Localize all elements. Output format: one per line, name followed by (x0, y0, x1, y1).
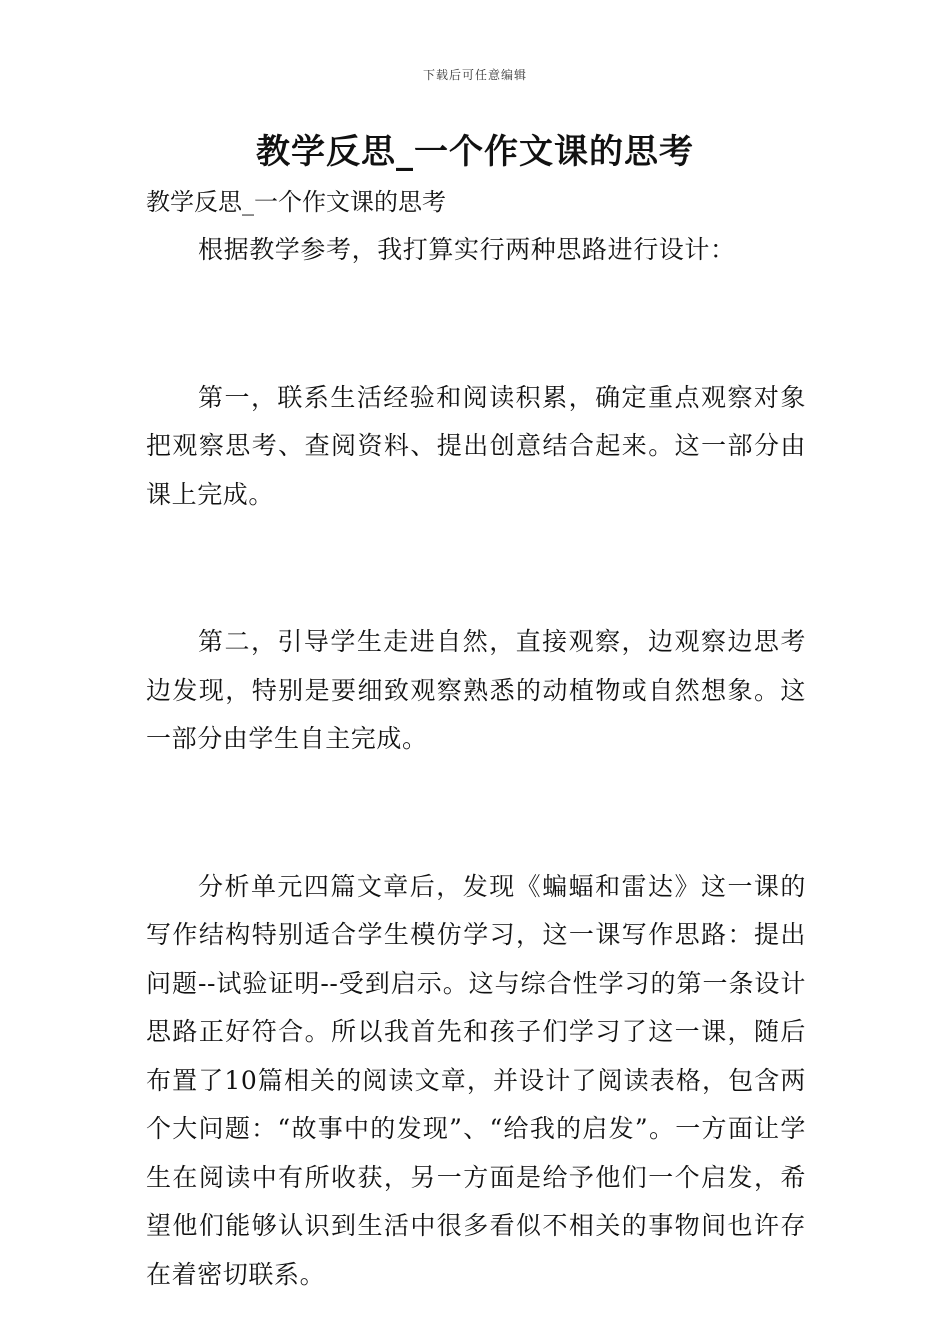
paragraph-first-approach: 第一，联系生活经验和阅读积累，确定重点观察对象把观察思考、查阅资料、提出创意结合起来。这一部分由课上完成。 (146, 382, 806, 509)
paragraph-gap (146, 764, 806, 863)
header-note: 下载后可任意编辑 (422, 68, 527, 82)
document-body (146, 226, 806, 1299)
paragraph-gap (146, 275, 806, 374)
paragraph-second-approach: 第二，引导学生走进自然，直接观察，边观察边思考边发现，特别是要细致观察熟悉的动植物或自然想象。这一部分由学生自主完成。 (146, 627, 806, 753)
paragraph-analysis: 分析单元四篇文章后，发现《蝙蝠和雷达》这一课的写作结构特别适合学生模仿学习，这一课写作思路：提出问题--试验证明--受到启示。这与综合性学习的第一条设计思路正好符合。所以我首先和孩子们学习了这一课，随后布置了10篇相关的阅读文章，并设计了阅读表格，包含两个大问题：“故事中的发现”、“给我的启发”。一方面让学生在阅读中有所收获，另一方面是给予他们一个启发，希望他们能够认识到生活中很多看似不相关的事物间也许存在着密切联系。 (146, 871, 806, 1289)
document-subtitle: 教学反思_一个作文课的思考 (146, 188, 446, 216)
paragraph-intro: 根据教学参考，我打算实行两种思路进行设计： (198, 235, 736, 264)
document-title: 教学反思_一个作文课的思考 (256, 132, 694, 172)
paragraph-gap (146, 519, 806, 618)
